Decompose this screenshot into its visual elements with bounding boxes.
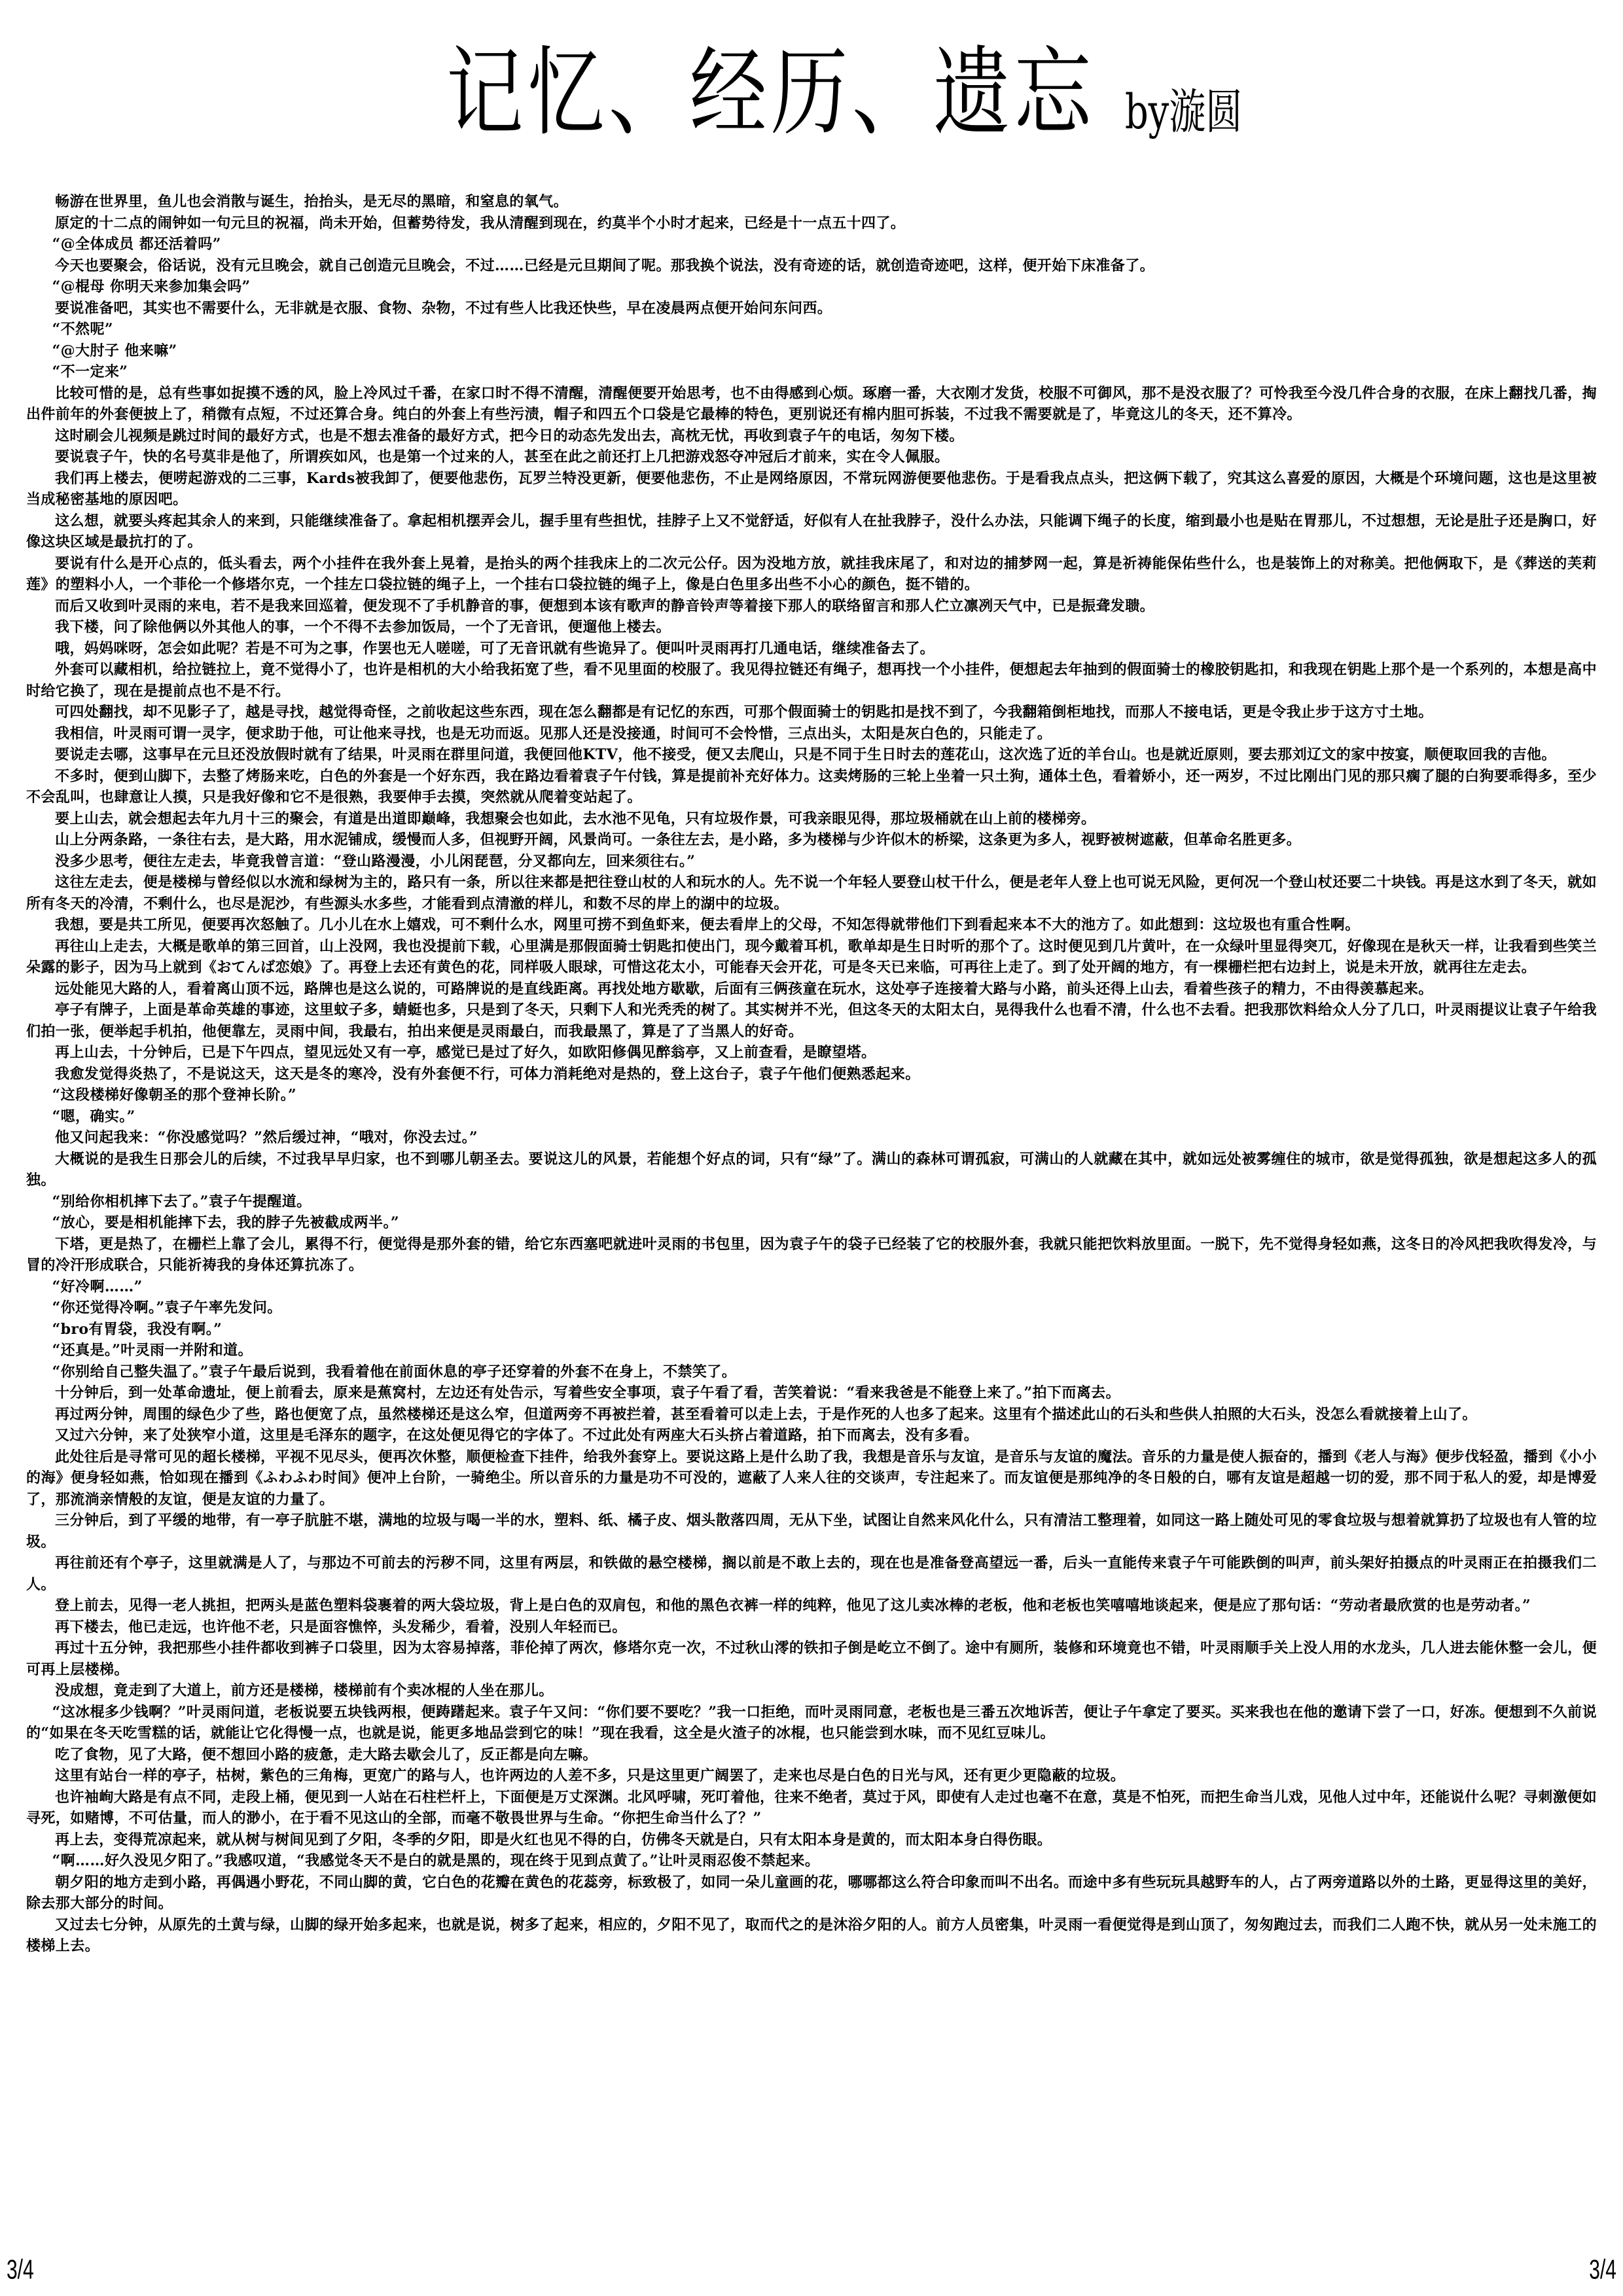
paragraph: 没多少思考，便往左走去，毕竟我曾言道：“登山路漫漫，小儿闲琵琶，分叉都向左，回来须往右。” [55,852,696,870]
page-number-left: 3/4 [7,2255,34,2286]
paragraph: 我下楼，问了除他俩以外其他人的事，一个不得不去参加饭局，一个了无音讯，便遛他上楼去。 [55,619,671,636]
paragraph: 要说走去哪，这事早在元旦还没放假时就有了结果，叶灵雨在群里问道，我便回他KTV，他不接受，便又去爬山，只是不同于生日时去的莲花山，这次选了近的羊台山。也是就近原则，要去那刘辽文的家中按宴，顺便取回我的吉他。 [55,746,1556,763]
paragraph: “好冷啊……” [52,1278,143,1295]
paragraph: 外套可以藏相机，给拉链拉上，竟不觉得小了，也许是相机的大小给我拓宽了些，看不见里面的校服了。我见得拉链还有绳子，想再找一个小挂件，便想起去年抽到的假面骑士的橡胶钥匙扣，和我现在钥匙上那个是一个系列的，本想是高中时给它换了，现在是提前点也不是不行。 [26,661,1597,700]
paragraph: “嗯，确实。” [52,1107,135,1125]
paragraph: 再上山去，十分钟后，已是下午四点，望见远处又有一亭，感觉已是过了好久，如欧阳修偶见醉翁亭，又上前查看，是瞭望塔。 [55,1044,876,1061]
paragraph: 这往左走去，便是楼梯与曾经似以水流和绿树为主的，路只有一条，所以往来都是把往登山杖的人和玩水的人。先不说一个年轻人要登山杖干什么，便是老年人登上也可说无风险，更何况一个登山杖还要二十块钱。再是这水到了冬天，就如所有冬天的冷清，不剩什么，也尽是泥沙，有些源头水多些，才能看到点清澈的样儿，和数不尽的岸上的湖中的垃圾。 [26,874,1597,912]
paragraph: 要说袁子午，快的名号莫非是他了，所谓疾如风，也是第一个过来的人，甚至在此之前还打上几把游戏怒夺冲冠后才前来，实在令人佩服。 [55,448,950,465]
paragraph: “这冰棍多少钱啊？”叶灵雨问道，老板说要五块钱两根，便踌躇起来。袁子午又问：“你们要不要吃？”我一口拒绝，而叶灵雨同意，老板也是三番五次地诉苦，便让子午拿定了要买。买来我也在他的邀请下尝了一口，好冻。便想到不久前说的“如果在冬天吃雪糕的话，就能让它化得慢一点，也就是说，能更多地品尝到它的味！”现在我看，这全是火渣子的冰棍，也只能尝到水味，而不见红豆味儿。 [26,1703,1597,1742]
paragraph: “@大肘子 他来嘛” [52,342,177,359]
paragraph: 这时刷会儿视频是跳过时间的最好方式，也是不想去准备的最好方式，把今日的动态先发出去，高枕无忧，再收到袁子午的电话，匆匆下楼。 [55,427,964,444]
paragraph: “还真是。”叶灵雨一并附和道。 [52,1342,253,1359]
paragraph: “@全体成员 都还活着吗” [52,236,221,253]
author-byline: by漩圆 [1124,84,1243,141]
paragraph: 要说有什么是开心点的，低头看去，两个小挂件在我外套上晃着，是抬头的两个挂我床上的二次元公仔。因为没地方放，就挂我床尾了，和对边的捕梦网一起，算是祈祷能保佑些什么，也是装饰上的对称美。把他俩取下，是《葬送的芙莉莲》的塑料小人，一个菲伦一个修塔尔克，一个挂左口袋拉链的绳子上，一个挂右口袋拉链的绳子上，像是白色里多出些不小心的颜色，挺不错的。 [26,554,1597,593]
paragraph: 我想，要是共工所见，便要再次怒触了。几小儿在水上嬉戏，可不剩什么水，网里可捞不到鱼虾来，便去看岸上的父母，不知怎得就带他们下到看起来本不大的池方了。如此想到：这垃圾也有重合性啊。 [55,916,1360,933]
paragraph: 朝夕阳的地方走到小路，再偶遇小野花，不同山脚的黄，它白色的花瓣在黄色的花蕊旁，标致极了，如同一朵儿童画的花，哪哪都这么符合印象而叫不出名。而途中多有些玩玩具越野车的人，占了两旁道路以外的土路，更显得这里的美好，除去那大部分的时间。 [26,1873,1597,1912]
document-title: 记忆、经历、遗忘 [446,36,1096,149]
paragraph: 我愈发觉得炎热了，不是说这天，这天是冬的寒冷，没有外套便不行，可体力消耗绝对是热的，登上这台子，袁子午他们便熟悉起来。 [55,1065,920,1083]
paragraph: “不一定来” [52,363,128,380]
paragraph: 吃了食物，见了大路，便不想回小路的疲惫，走大路去歇会儿了，反正都是向左嘛。 [55,1746,597,1763]
paragraph: 大概说的是我生日那会儿的后续，不过我早早归家，也不到哪儿朝圣去。要说这儿的风景，若能想个好点的词，只有“绿”了。满山的森林可谓孤寂，可满山的人就藏在其中，就如远处被雾缠住的城市，欲是觉得孤独，欲是想起这多人的孤独。 [26,1150,1597,1189]
paragraph: 这么想，就要头疼起其余人的来到，只能继续准备了。拿起相机摆弄会儿，握手里有些担忧，挂脖子上又不觉舒适，好似有人在扯我脖子，没什么办法，只能调下绳子的长度，缩到最小也是贴在胃那儿，不过想想，无论是肚子还是胸口，好像这块区域是最抗打的了。 [26,512,1597,550]
paragraph: 不多时，便到山脚下，去整了烤肠来吃，白色的外套是一个好东西，我在路边看着袁子午付钱，算是提前补充好体力。这卖烤肠的三轮上坐着一只土狗，通体土色，看着娇小，还一两岁，不过比刚出门见的那只瘸了腿的白狗要乖得多，至少不会乱叫，也肆意让人摸，只是我好像和它不是很熟，我要伸手去摸，突然就从爬着变站起了。 [26,767,1597,806]
paragraph: 再往山上走去，大概是歌单的第三回首，山上没网，我也没提前下载，心里满是那假面骑士钥匙扣使出门，现今戴着耳机，歌单却是生日时听的那个了。这时便见到几片黄叶，在一众绿叶里显得突兀，好像现在是秋天一样，让我看到些笑兰朵露的影子，因为马上就到《おてんば恋娘》了。再登上去还有黄色的花，同样吸人眼球，可惜这花太小，可能春天会开花，可是冬天已来临，可再往上走了。到了处开阔的地方，有一棵栅栏把右边封上，说是未开放，就再往左走去。 [26,937,1597,976]
paragraph: 今天也要聚会，俗话说，没有元旦晚会，就自己创造元旦晚会，不过……已经是元旦期间了呢。那我换个说法，没有奇迹的话，就创造奇迹吧，这样，便开始下床准备了。 [55,257,1155,274]
paragraph: “你别给自己整失温了。”袁子午最后说到，我看着他在前面休息的亭子还穿着的外套不在身上，不禁笑了。 [52,1363,737,1380]
paragraph: 也许袖峋大路是有点不同，走段上桶，便见到一人站在石柱栏杆上，下面便是万丈深渊。北风呼啸，死叮着他，往来不绝者，莫过于风，即使有人走过也毫不在意，莫是不怕死，而把生命当儿戏，见他人过中年，还能说什么呢？寻刺激便如寻死，如赌博，不可估量，而人的渺小，在于看不见这山的全部，而毫不敬畏世界与生命。“你把生命当什么了？” [26,1788,1597,1827]
paragraph: “别给你相机摔下去了。”袁子午提醒道。 [52,1193,312,1210]
paragraph: 远处能见大路的人，看着离山顶不远，路牌也是这么说的，可路牌说的是直线距离。再找处地方歇歇，后面有三俩孩童在玩水，这处亭子连接着大路与小路，前头还得上山去，看着些孩子的精力，不由得羡慕起来。 [55,980,1433,997]
paragraph: 要说准备吧，其实也不需要什么，无非就是衣服、食物、杂物，不过有些人比我还快些，早在凌晨两点便开始问东问西。 [55,299,832,317]
title-block [0,36,1623,154]
paragraph: 又过去七分钟，从原先的土黄与绿，山脚的绿开始多起来，也就是说，树多了起来，相应的，夕阳不见了，取而代之的是沐浴夕阳的人。前方人员密集，叶灵雨一看便觉得是到山顶了，匆匆跑过去，而我们二人跑不快，就从另一处未施工的楼梯上去。 [26,1916,1597,1954]
paragraph: “啊……好久没见夕阳了。”我感叹道，“我感觉冬天不是白的就是黑的，现在终于见到点黄了。”让叶灵雨忍俊不禁起来。 [52,1852,820,1869]
paragraph: 登上前去，见得一老人挑担，把两头是蓝色塑料袋裹着的两大袋垃圾，背上是白色的双肩包，和他的黑色衣裤一样的纯粹，他见了这儿卖冰棒的老板，他和老板也笑嘻嘻地谈起来，便是应了那句话：“劳动者最欣赏的也是劳动者。” [55,1597,1531,1614]
paragraph: 我们再上楼去，便唠起游戏的二三事，Kards被我卸了，便要他悲伤，瓦罗兰特没更新，便要他悲伤，不止是网络原因，不常玩网游便要他悲伤。于是看我点点头，把这俩下载了，究其这么喜爱的原因，大概是个环境问题，这也是这里被当成秘密基地的原因吧。 [26,469,1597,508]
paragraph: 再过十五分钟，我把那些小挂件都收到裤子口袋里，因为太容易掉落，菲伦掉了两次，修塔尔克一次，不过秋山澪的铁扣子倒是屹立不倒了。途中有厕所，装修和环境竟也不错，叶灵雨顺手关上没人用的水龙头，几人进去能休整一会儿，便可再上层楼梯。 [26,1640,1597,1678]
paragraph: 原定的十二点的闹钟如一句元旦的祝福，尚未开始，但蓄势待发，我从清醒到现在，约莫半个小时才起来，已经是十一点五十四了。 [55,214,906,232]
paragraph: “你还觉得冷啊。”袁子午率先发问。 [52,1299,282,1316]
paragraph: 他又问起我来：“你没感觉吗？”然后缓过神，“哦对，你没去过。” [55,1129,478,1146]
paragraph: “放心，要是相机能摔下去，我的脖子先被截成两半。” [52,1214,399,1231]
paragraph: 可四处翻找，却不见影子了，越是寻找，越觉得奇怪，之前收起这些东西，现在怎么翻都是有记忆的东西，可那个假面骑士的钥匙扣是找不到了，今我翻箱倒柜地找，而那人不接电话，更是令我止步于这方寸土地。 [55,704,1433,721]
paragraph: 下塔，更是热了，在栅栏上靠了会儿，累得不行，便觉得是那外套的错，给它东西塞吧就进叶灵雨的书包里，因为袁子午的袋子已经装了它的校服外套，我就只能把饮料放里面。一脱下，先不觉得身轻如燕，这冬日的冷风把我吹得发冷，与冒的冷汗形成联合，只能祈祷我的身体还算抗冻了。 [26,1235,1597,1274]
paragraph: 再上去，变得荒凉起来，就从树与树间见到了夕阳，冬季的夕阳，即是火红也见不得的白，仿佛冬天就是白，只有太阳本身是黄的，而太阳本身白得伤眼。 [55,1831,1052,1848]
paragraph: “不然呢” [52,321,113,338]
paragraph: 没成想，竟走到了大道上，前方还是楼梯，楼梯前有个卖冰棍的人坐在那儿。 [55,1682,554,1699]
paragraph: 再下楼去，他已走远，也许他不老，只是面容憔悴，头发稀少，看着，没别人年轻而已。 [55,1618,627,1636]
paragraph: 再往前还有个亭子，这里就满是人了，与那边不可前去的污秽不同，这里有两层，和铁做的悬空楼梯，搁以前是不敢上去的，现在也是准备登高望远一番，后头一直能传来袁子午可能跌倒的叫声，前头架好拍摄点的叶灵雨正在拍摄我们二人。 [26,1554,1597,1593]
paragraph: 我相信，叶灵雨可谓一灵字，便求助于他，可让他来寻找，也是无功而返。见那人还是没接通，时间可不会怜惜，三点出头，太阳是灰白色的，只能走了。 [55,725,1052,742]
paragraph: 此处往后是寻常可见的超长楼梯，平视不见尽头，便再次休整，顺便检查下挂件，给我外套穿上。要说这路上是什么助了我，我想是音乐与友谊，是音乐与友谊的魔法。音乐的力量是使人振奋的，播到《老人与海》便步伐轻盈，播到《小小的海》便身轻如燕，恰如现在播到《ふわふわ时间》便冲上台阶，一骑绝尘。所以音乐的力量是功不可没的，遮蔽了人来人往的交谈声，专注起来了。而友谊便是那纯净的冬日般的白，哪有友谊是超越一切的爱，那不同于私人的爱，却是博爱了，那流淌亲情般的友谊，便是友谊的力量了。 [26,1448,1597,1508]
paragraph: 畅游在世界里，鱼儿也会消散与诞生，抬抬头，是无尽的黑暗，和窒息的氧气。 [55,193,569,210]
paragraph: 而后又收到叶灵雨的来电，若不是我来回巡着，便发现不了手机静音的事，便想到本该有歌声的静音铃声等着接下那人的联络留言和那人伫立凛冽天气中，已是振聋发聩。 [55,597,1155,615]
paragraph: 再过两分钟，周围的绿色少了些，路也便宽了点，虽然楼梯还是这么窄，但道两旁不再被拦着，甚至看着可以走上去，于是作死的人也多了起来。这里有个描述此山的石头和些供人拍照的大石头，没怎么看就接着上山了。 [55,1405,1477,1423]
paragraph: 三分钟后，到了平缓的地带，有一亭子肮脏不堪，满地的垃圾与喝一半的水，塑料、纸、橘子皮、烟头散落四周，无从下坐，试图让自然来风化什么，只有清洁工整理着，如同这一路上随处可见的零食垃圾与想着就算扔了垃圾也有人管的垃圾。 [26,1512,1597,1551]
paragraph: 山上分两条路，一条往右去，是大路，用水泥铺成，缓慢而人多，但视野开阔，风景尚可。一条往左去，是小路，多为楼梯与少许似木的桥梁，这条更为多人，视野被树遮蔽，但革命名胜更多。 [55,831,1302,848]
paragraph: 哦，妈妈咪呀，怎会如此呢？若是不可为之事，作罢也无人嗟嗟，可了无音讯就有些诡异了。便叫叶灵雨再打几通电话，继续准备去了。 [55,639,935,657]
paragraph: 十分钟后，到一处革命遗址，便上前看去，原来是蕉窝村，左边还有处告示，写着些安全事项，袁子午看了看，苦笑着说：“看来我爸是不能登上来了。”拍下而离去。 [55,1384,1120,1401]
paragraph: “这段楼梯好像朝圣的那个登神长阶。” [52,1086,297,1103]
paragraph: “@棍母 你明天来参加集会吗” [52,278,251,295]
paragraph: “bro有胃袋，我没有啊。” [52,1320,223,1338]
document-body [26,191,1597,1957]
paragraph: 又过六分钟，来了处狭窄小道，这里是毛泽东的题字，在这处便见得它的字体了。不过此处有两座大石头挤占着道路，拍下而离去，没有多看。 [55,1427,979,1444]
paragraph: 比较可惜的是，总有些事如捉摸不透的风，脸上冷风过千番，在家口时不得不清醒，清醒便要开始思考，也不由得感到心烦。琢磨一番，大衣刚才发货，校服不可御风，那不是没衣服了？可怜我至今没几件合身的衣服，在床上翻找几番，掏出件前年的外套便披上了，稍微有点短，不过还算合身。纯白的外套上有些污渍，帽子和四五个口袋是它最棒的特色，更别说还有棉内胆可拆装，不过我不需要就是了，毕竟这儿的冬天，还不算冷。 [26,384,1597,423]
paragraph: 亭子有牌子，上面是革命英雄的事迹，这里蚊子多，蜻蜓也多，只是到了冬天，只剩下人和光秃秃的树了。其实树并不光，但这冬天的太阳太白，晃得我什么也看不清，什么也不去看。把我那饮料给众人分了几口，叶灵雨提议让袁子午给我们拍一张，便举起手机拍，他便靠左，灵雨中间，我最右，拍出来便是灵雨最白，而我最黑了，算是了了当黑人的好奇。 [26,1001,1597,1040]
paragraph: 要上山去，就会想起去年九月十三的聚会，有道是出道即巅峰，我想聚会也如此，去水池不见龟，只有垃圾作景，可我亲眼见得，那垃圾桶就在山上前的楼梯旁。 [55,810,1096,827]
page-number-right: 3/4 [1589,2255,1616,2286]
paragraph: 这里有站台一样的亭子，枯树，紫色的三角梅，更宽广的路与人，也许两边的人差不多，只是这里更广阔罢了，走来也尽是白色的日光与风，还有更少更隐蔽的垃圾。 [55,1767,1126,1784]
